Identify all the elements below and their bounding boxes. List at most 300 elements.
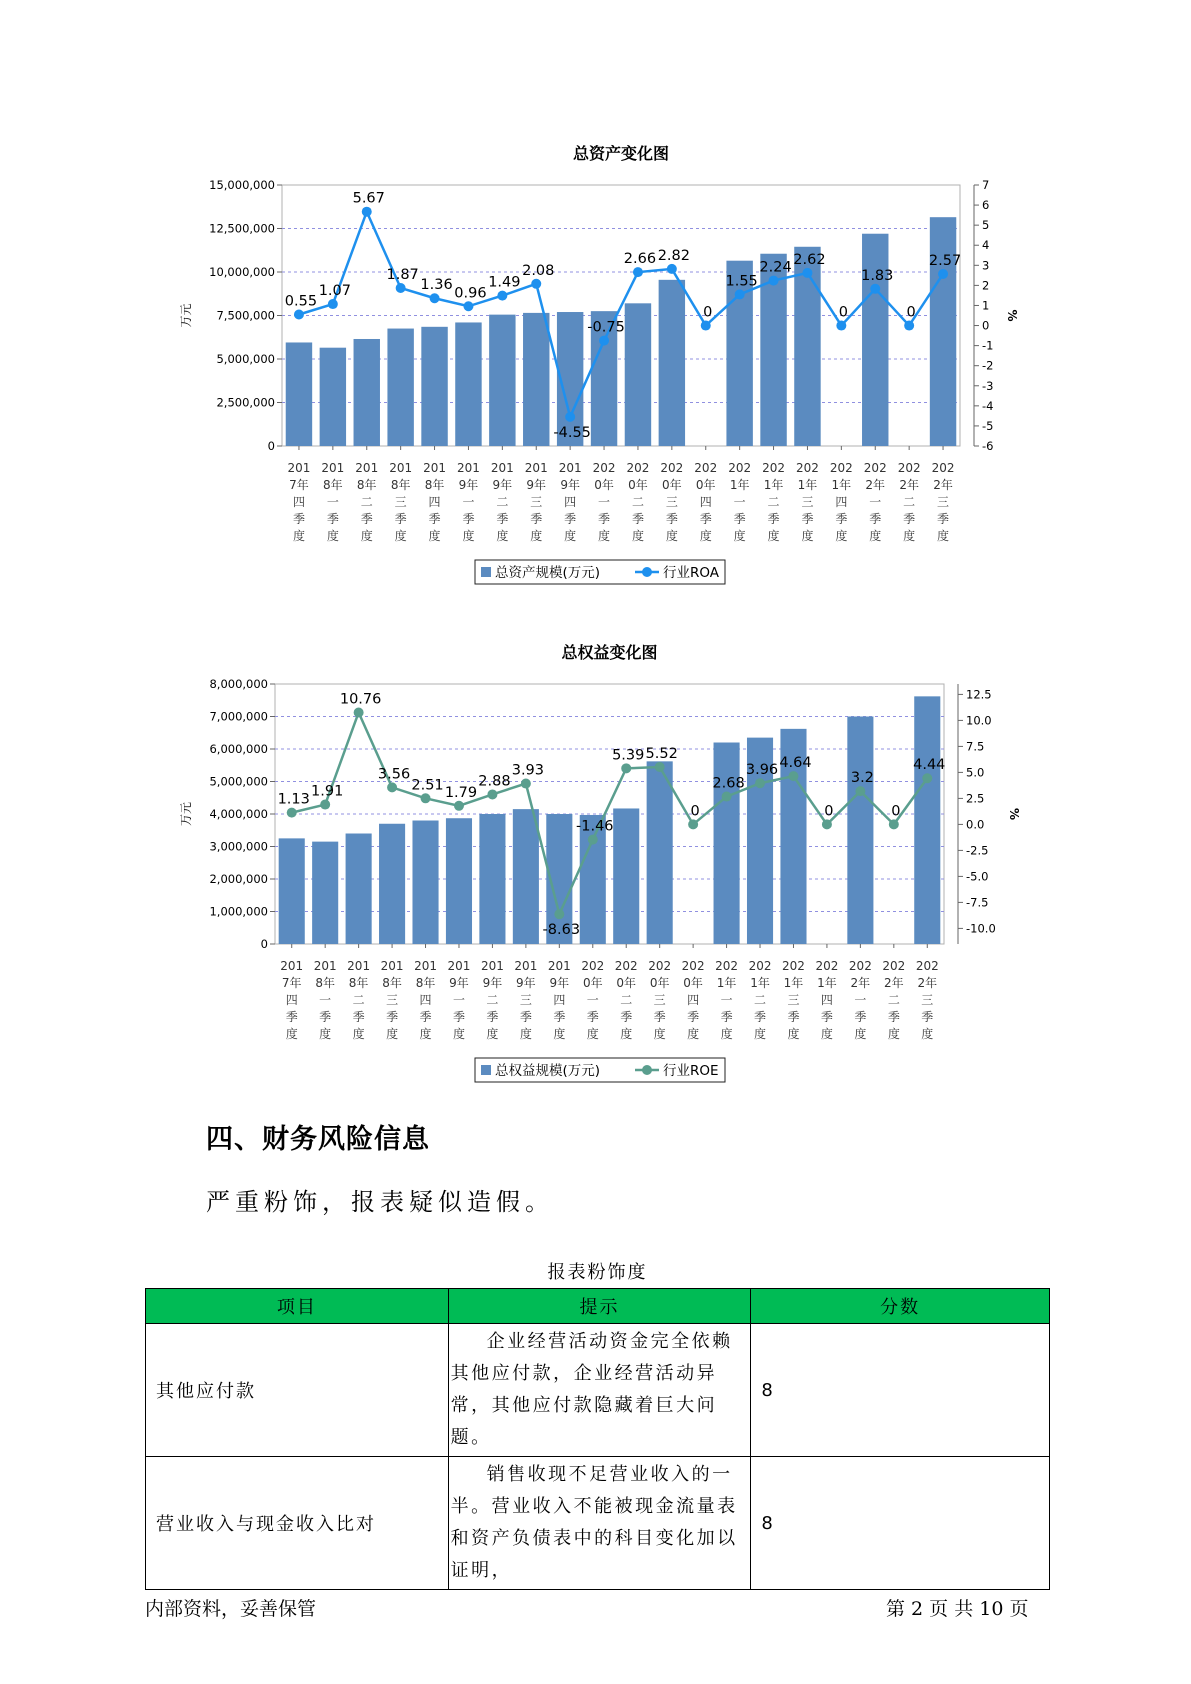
x-tick-label: 0年 — [695, 478, 716, 492]
x-tick-label: 0年 — [582, 976, 603, 990]
x-tick-label: 季 — [496, 512, 509, 526]
data-point — [320, 800, 330, 810]
data-label: 2.68 — [712, 775, 745, 792]
x-tick-label: 度 — [326, 529, 339, 543]
legend-line-label: 行业ROE — [663, 1063, 719, 1079]
data-label: 3.2 — [850, 770, 874, 787]
bar — [847, 717, 873, 945]
data-point — [565, 412, 575, 422]
x-tick-label: 2年 — [899, 478, 919, 492]
x-tick-label: 季 — [530, 512, 543, 526]
data-point — [531, 279, 541, 289]
x-tick-label: 202 — [614, 959, 638, 973]
y2-tick-label: -2 — [982, 358, 994, 373]
x-tick-label: 度 — [519, 1027, 532, 1041]
x-tick-label: 202 — [931, 461, 955, 475]
legend-line-marker — [642, 567, 652, 577]
x-tick-label: 三 — [801, 495, 814, 509]
row-hint: 销售收现不足营业收入的一半。营业收入不能被现金流量表和资产负债表中的科目变化加以证明， — [448, 1457, 751, 1590]
x-tick-label: 一 — [869, 495, 882, 509]
x-tick-label: 度 — [699, 529, 712, 543]
x-tick-label: 四 — [564, 495, 577, 509]
x-tick-label: 202 — [648, 959, 672, 973]
data-label: 1.07 — [318, 283, 351, 300]
x-tick-label: 二 — [631, 495, 644, 509]
data-label: 0.96 — [454, 285, 487, 302]
x-tick-label: 一 — [452, 993, 465, 1007]
y-tick-label: 2,000,000 — [209, 872, 268, 886]
x-tick-label: 201 — [347, 959, 371, 973]
x-tick-label: 202 — [795, 461, 819, 475]
data-label: 3.93 — [511, 762, 545, 779]
x-tick-label: 季 — [519, 1010, 532, 1024]
x-tick-label: 度 — [869, 529, 882, 543]
data-point — [722, 792, 732, 802]
data-point — [387, 782, 397, 792]
x-tick-label: 四 — [428, 495, 441, 509]
data-point — [521, 779, 531, 789]
data-point — [463, 301, 473, 311]
y-axis-title: 万元 — [179, 303, 193, 328]
x-tick-label: 度 — [462, 529, 475, 543]
x-tick-label: 度 — [787, 1027, 800, 1041]
data-point — [788, 771, 798, 781]
y2-tick-label: 6 — [982, 198, 990, 213]
x-tick-label: 季 — [553, 1010, 566, 1024]
x-tick-label: 度 — [754, 1027, 767, 1041]
x-tick-label: 三 — [519, 993, 532, 1007]
x-tick-label: 1年 — [817, 976, 837, 990]
bar — [489, 315, 515, 446]
x-tick-label: 度 — [486, 1027, 499, 1041]
data-label: 3.56 — [377, 766, 411, 783]
bar — [625, 303, 651, 446]
y2-tick-label: 2 — [982, 278, 990, 293]
y2-tick-label: -6 — [982, 439, 994, 453]
x-tick-label: 201 — [313, 959, 337, 973]
x-tick-label: 季 — [631, 512, 644, 526]
x-tick-label: 0年 — [628, 478, 648, 492]
x-tick-label: 季 — [452, 1010, 465, 1024]
data-point — [588, 835, 598, 845]
x-tick-label: 0年 — [662, 478, 682, 492]
x-tick-label: 0年 — [683, 976, 703, 990]
data-label: 0 — [690, 803, 700, 820]
x-tick-label: 1年 — [783, 976, 804, 990]
data-point — [870, 284, 880, 294]
data-label: -8.63 — [542, 922, 581, 939]
x-tick-label: 201 — [280, 959, 304, 973]
y-tick-label: 2,500,000 — [216, 395, 275, 410]
x-tick-label: 季 — [921, 1010, 934, 1024]
x-tick-label: 202 — [748, 959, 772, 973]
x-tick-label: 202 — [882, 959, 906, 973]
x-tick-label: 9年 — [516, 976, 536, 990]
bar — [455, 322, 481, 446]
data-point — [421, 793, 431, 803]
x-tick-label: 度 — [360, 529, 373, 543]
data-point — [735, 289, 745, 299]
x-tick-label: 季 — [801, 512, 814, 526]
data-label: 2.08 — [522, 262, 555, 279]
x-tick-label: 二 — [620, 993, 633, 1007]
table-row — [146, 1324, 1050, 1457]
total-equity-chart-svg — [0, 628, 1191, 1093]
bar — [523, 313, 549, 446]
legend-bar-label: 总资产规模(万元) — [495, 565, 601, 581]
data-point — [769, 276, 779, 286]
row-score: 8 — [751, 1324, 1050, 1457]
x-tick-label: 度 — [496, 529, 509, 543]
x-tick-label: 度 — [292, 529, 305, 543]
bar — [930, 217, 956, 446]
bar — [862, 234, 888, 446]
y2-tick-label: 5.0 — [966, 765, 985, 780]
x-tick-label: 度 — [419, 1027, 432, 1041]
data-point — [599, 336, 609, 346]
x-tick-label: 202 — [728, 461, 752, 475]
x-tick-label: 201 — [490, 461, 514, 475]
x-tick-label: 度 — [620, 1027, 633, 1041]
footer-confidential: 内部资料，妥善保管 — [145, 1598, 317, 1620]
x-tick-label: 三 — [665, 495, 678, 509]
x-tick-label: 度 — [394, 529, 407, 543]
data-point — [922, 773, 932, 783]
x-tick-label: 度 — [285, 1027, 298, 1041]
x-tick-label: 季 — [820, 1010, 833, 1024]
x-tick-label: 201 — [287, 461, 311, 475]
x-tick-label: 四 — [419, 993, 432, 1007]
data-point — [889, 819, 899, 829]
x-tick-label: 2年 — [850, 976, 871, 990]
x-tick-label: 季 — [319, 1010, 332, 1024]
x-tick-label: 度 — [733, 529, 746, 543]
table-row — [146, 1457, 1050, 1590]
x-tick-label: 8年 — [382, 976, 402, 990]
x-tick-label: 度 — [428, 529, 441, 543]
y-tick-label: 12,500,000 — [209, 221, 275, 236]
x-tick-label: 一 — [319, 993, 332, 1007]
x-tick-label: 2年 — [933, 478, 953, 492]
data-label: 0 — [891, 803, 901, 820]
x-tick-label: 7年 — [289, 478, 309, 492]
x-tick-label: 8年 — [315, 976, 335, 990]
x-tick-label: 202 — [715, 959, 739, 973]
x-tick-label: 202 — [762, 461, 786, 475]
header-score: 分数 — [751, 1289, 1050, 1324]
y-axis-title: 万元 — [179, 801, 193, 827]
x-tick-label: 三 — [653, 993, 666, 1007]
row-item: 营业收入与现金收入比对 — [146, 1457, 449, 1590]
bar — [659, 280, 685, 446]
x-tick-label: 8年 — [415, 976, 436, 990]
data-point — [855, 786, 865, 796]
x-tick-label: 2年 — [917, 976, 938, 990]
y2-axis-title: % — [1007, 807, 1021, 821]
x-tick-label: 0年 — [616, 976, 637, 990]
x-tick-label: 9年 — [549, 976, 570, 990]
x-tick-label: 季 — [787, 1010, 800, 1024]
y2-tick-label: -2.5 — [966, 843, 989, 858]
x-tick-label: 202 — [592, 461, 616, 475]
x-tick-label: 三 — [787, 993, 800, 1007]
data-label: 2.24 — [759, 259, 792, 276]
x-tick-label: 二 — [887, 993, 900, 1007]
bar — [446, 818, 472, 944]
x-tick-label: 季 — [937, 512, 950, 526]
data-label: 2.57 — [928, 252, 962, 269]
x-tick-label: 一 — [462, 495, 475, 509]
x-tick-label: 季 — [292, 512, 305, 526]
total-assets-chart — [0, 130, 1191, 600]
data-point — [287, 808, 297, 818]
y-tick-label: 7,000,000 — [209, 709, 268, 724]
x-tick-label: 四 — [292, 495, 305, 509]
x-tick-label: 四 — [835, 495, 848, 509]
header-hint: 提示 — [448, 1289, 751, 1324]
x-tick-label: 季 — [360, 512, 373, 526]
data-label: 1.13 — [277, 791, 310, 808]
section-heading: 四、财务风险信息 — [206, 1124, 430, 1155]
y2-tick-label: 2.5 — [966, 791, 985, 806]
bar — [320, 348, 346, 446]
x-tick-label: 8年 — [424, 478, 445, 492]
data-label: 1.91 — [311, 783, 344, 800]
x-tick-label: 1年 — [797, 478, 818, 492]
data-label: -4.55 — [553, 424, 591, 441]
y2-tick-label: 0 — [982, 318, 990, 333]
x-tick-label: 度 — [720, 1027, 733, 1041]
x-tick-label: 201 — [547, 959, 571, 973]
data-point — [822, 819, 832, 829]
table-header-row — [146, 1289, 1050, 1324]
x-tick-label: 1年 — [750, 976, 770, 990]
bar — [513, 809, 539, 944]
bar — [286, 342, 312, 446]
data-label: 5.52 — [645, 745, 678, 762]
data-label: 0 — [703, 304, 713, 321]
x-tick-label: 度 — [631, 529, 644, 543]
y2-tick-label: 7.5 — [966, 739, 985, 754]
data-point — [487, 789, 497, 799]
data-label: 1.83 — [861, 267, 894, 284]
row-item: 其他应付款 — [146, 1324, 449, 1457]
x-tick-label: 度 — [586, 1027, 599, 1041]
x-tick-label: 季 — [854, 1010, 867, 1024]
legend-line-marker — [642, 1065, 652, 1075]
data-point — [554, 909, 564, 919]
data-label: -0.75 — [587, 319, 625, 336]
data-point — [362, 207, 372, 217]
x-tick-label: 度 — [319, 1027, 332, 1041]
x-tick-label: 季 — [586, 1010, 599, 1024]
bar — [714, 743, 740, 945]
x-tick-label: 二 — [903, 495, 916, 509]
x-tick-label: 8年 — [323, 478, 343, 492]
data-label: 1.87 — [386, 266, 419, 283]
y-tick-label: 7,500,000 — [216, 308, 275, 323]
x-tick-label: 二 — [486, 993, 499, 1007]
y2-tick-label: 4 — [982, 238, 990, 253]
data-point — [497, 291, 507, 301]
x-tick-label: 季 — [564, 512, 577, 526]
x-tick-label: 季 — [598, 512, 611, 526]
x-tick-label: 季 — [767, 512, 780, 526]
bar — [346, 834, 372, 945]
chart-title: 总权益变化图 — [561, 643, 658, 662]
y2-tick-label: 0.0 — [966, 817, 985, 832]
legend-bar-swatch — [481, 567, 491, 577]
data-point — [667, 264, 677, 274]
x-tick-label: 季 — [720, 1010, 733, 1024]
y2-tick-label: -1 — [982, 338, 994, 353]
y2-tick-label: 12.5 — [966, 687, 992, 702]
x-tick-label: 二 — [352, 993, 365, 1007]
y-tick-label: 1,000,000 — [209, 904, 268, 919]
y-tick-label: 6,000,000 — [209, 742, 268, 756]
x-tick-label: 1年 — [729, 478, 750, 492]
row-hint: 企业经营活动资金完全依赖其他应付款，企业经营活动异常，其他应付款隐藏着巨大问题。 — [448, 1324, 751, 1457]
x-tick-label: 0年 — [594, 478, 614, 492]
y2-tick-label: 10.0 — [966, 713, 992, 728]
data-label: 0.55 — [284, 293, 318, 310]
x-tick-label: 度 — [854, 1027, 867, 1041]
data-point — [904, 321, 914, 331]
x-tick-label: 一 — [720, 993, 733, 1007]
data-point — [633, 267, 643, 277]
data-point — [396, 283, 406, 293]
x-tick-label: 7年 — [281, 976, 302, 990]
y-tick-label: 15,000,000 — [209, 178, 275, 192]
x-tick-label: 季 — [869, 512, 882, 526]
x-tick-label: 季 — [326, 512, 339, 526]
data-label: 10.76 — [339, 691, 382, 708]
data-label: 2.62 — [793, 251, 826, 268]
data-point — [621, 763, 631, 773]
bar — [613, 808, 639, 944]
x-tick-label: 201 — [480, 959, 504, 973]
data-point — [938, 269, 948, 279]
bar — [279, 838, 305, 944]
x-tick-label: 度 — [564, 529, 577, 543]
data-label: 2.82 — [657, 247, 690, 264]
x-tick-label: 三 — [386, 993, 399, 1007]
legend-bar-swatch — [481, 1065, 491, 1075]
x-tick-label: 度 — [767, 529, 780, 543]
risk-summary: 严重粉饰，报表疑似造假。 — [206, 1188, 554, 1216]
x-tick-label: 度 — [598, 529, 611, 543]
x-tick-label: 201 — [355, 461, 379, 475]
x-tick-label: 8年 — [356, 478, 377, 492]
x-tick-label: 四 — [285, 993, 298, 1007]
x-tick-label: 季 — [687, 1010, 700, 1024]
data-point — [328, 299, 338, 309]
data-label: 1.36 — [420, 277, 453, 294]
x-tick-label: 二 — [767, 495, 780, 509]
y2-tick-label: -5 — [982, 418, 994, 433]
x-tick-label: 度 — [553, 1027, 566, 1041]
x-tick-label: 季 — [699, 512, 712, 526]
y-tick-label: 3,000,000 — [209, 839, 268, 854]
x-tick-label: 202 — [863, 461, 887, 475]
x-tick-label: 度 — [665, 529, 678, 543]
x-tick-label: 季 — [285, 1010, 298, 1024]
x-tick-label: 季 — [887, 1010, 900, 1024]
x-tick-label: 度 — [687, 1027, 700, 1041]
x-tick-label: 季 — [386, 1010, 399, 1024]
x-tick-label: 2年 — [884, 976, 904, 990]
x-tick-label: 201 — [423, 461, 447, 475]
x-tick-label: 季 — [352, 1010, 365, 1024]
header-item: 项目 — [146, 1289, 449, 1324]
x-tick-label: 季 — [653, 1010, 666, 1024]
plot-frame — [275, 684, 944, 944]
total-equity-chart — [0, 628, 1191, 1093]
legend-bar-label: 总权益规模(万元) — [495, 1063, 601, 1079]
y2-tick-label: 7 — [982, 178, 990, 192]
bar — [412, 821, 438, 945]
x-tick-label: 201 — [514, 959, 538, 973]
data-label: 2.66 — [623, 251, 657, 268]
bar — [647, 761, 673, 944]
bar — [914, 696, 940, 944]
bar — [479, 814, 505, 944]
x-tick-label: 二 — [754, 993, 767, 1007]
x-tick-label: 201 — [414, 959, 437, 973]
x-tick-label: 201 — [389, 461, 413, 475]
x-tick-label: 202 — [626, 461, 650, 475]
y-tick-label: 8,000,000 — [209, 677, 268, 691]
x-tick-label: 二 — [360, 495, 373, 509]
y-tick-label: 10,000,000 — [209, 265, 275, 279]
data-label: 0 — [824, 803, 834, 820]
x-tick-label: 季 — [486, 1010, 499, 1024]
data-label: 1.55 — [725, 273, 758, 290]
y2-tick-label: 1 — [982, 298, 990, 313]
data-point — [802, 268, 812, 278]
y2-tick-label: -5.0 — [966, 869, 989, 884]
x-tick-label: 一 — [326, 495, 339, 509]
x-tick-label: 201 — [447, 959, 471, 973]
data-label: 0 — [838, 304, 848, 321]
data-point — [354, 707, 364, 717]
x-tick-label: 季 — [835, 512, 848, 526]
x-tick-label: 季 — [665, 512, 678, 526]
data-label: 1.79 — [444, 784, 478, 801]
x-tick-label: 0年 — [649, 976, 670, 990]
x-tick-label: 201 — [524, 461, 548, 475]
x-tick-label: 度 — [887, 1027, 900, 1041]
y2-tick-label: 3 — [982, 258, 990, 273]
x-tick-label: 201 — [380, 959, 404, 973]
x-tick-label: 8年 — [348, 976, 369, 990]
x-tick-label: 9年 — [458, 478, 479, 492]
x-tick-label: 一 — [586, 993, 599, 1007]
x-tick-label: 三 — [394, 495, 407, 509]
bar — [312, 842, 338, 944]
data-label: 2.88 — [478, 773, 511, 790]
x-tick-label: 202 — [915, 959, 939, 973]
x-tick-label: 四 — [687, 993, 700, 1007]
x-tick-label: 1年 — [831, 478, 852, 492]
x-tick-label: 202 — [581, 959, 605, 973]
y-tick-label: 0 — [260, 937, 268, 951]
legend-line-label: 行业ROA — [663, 565, 720, 581]
y2-tick-label: -10.0 — [966, 921, 996, 936]
y-tick-label: 4,000,000 — [209, 807, 268, 821]
x-tick-label: 度 — [530, 529, 543, 543]
risk-table — [145, 1288, 1050, 1590]
